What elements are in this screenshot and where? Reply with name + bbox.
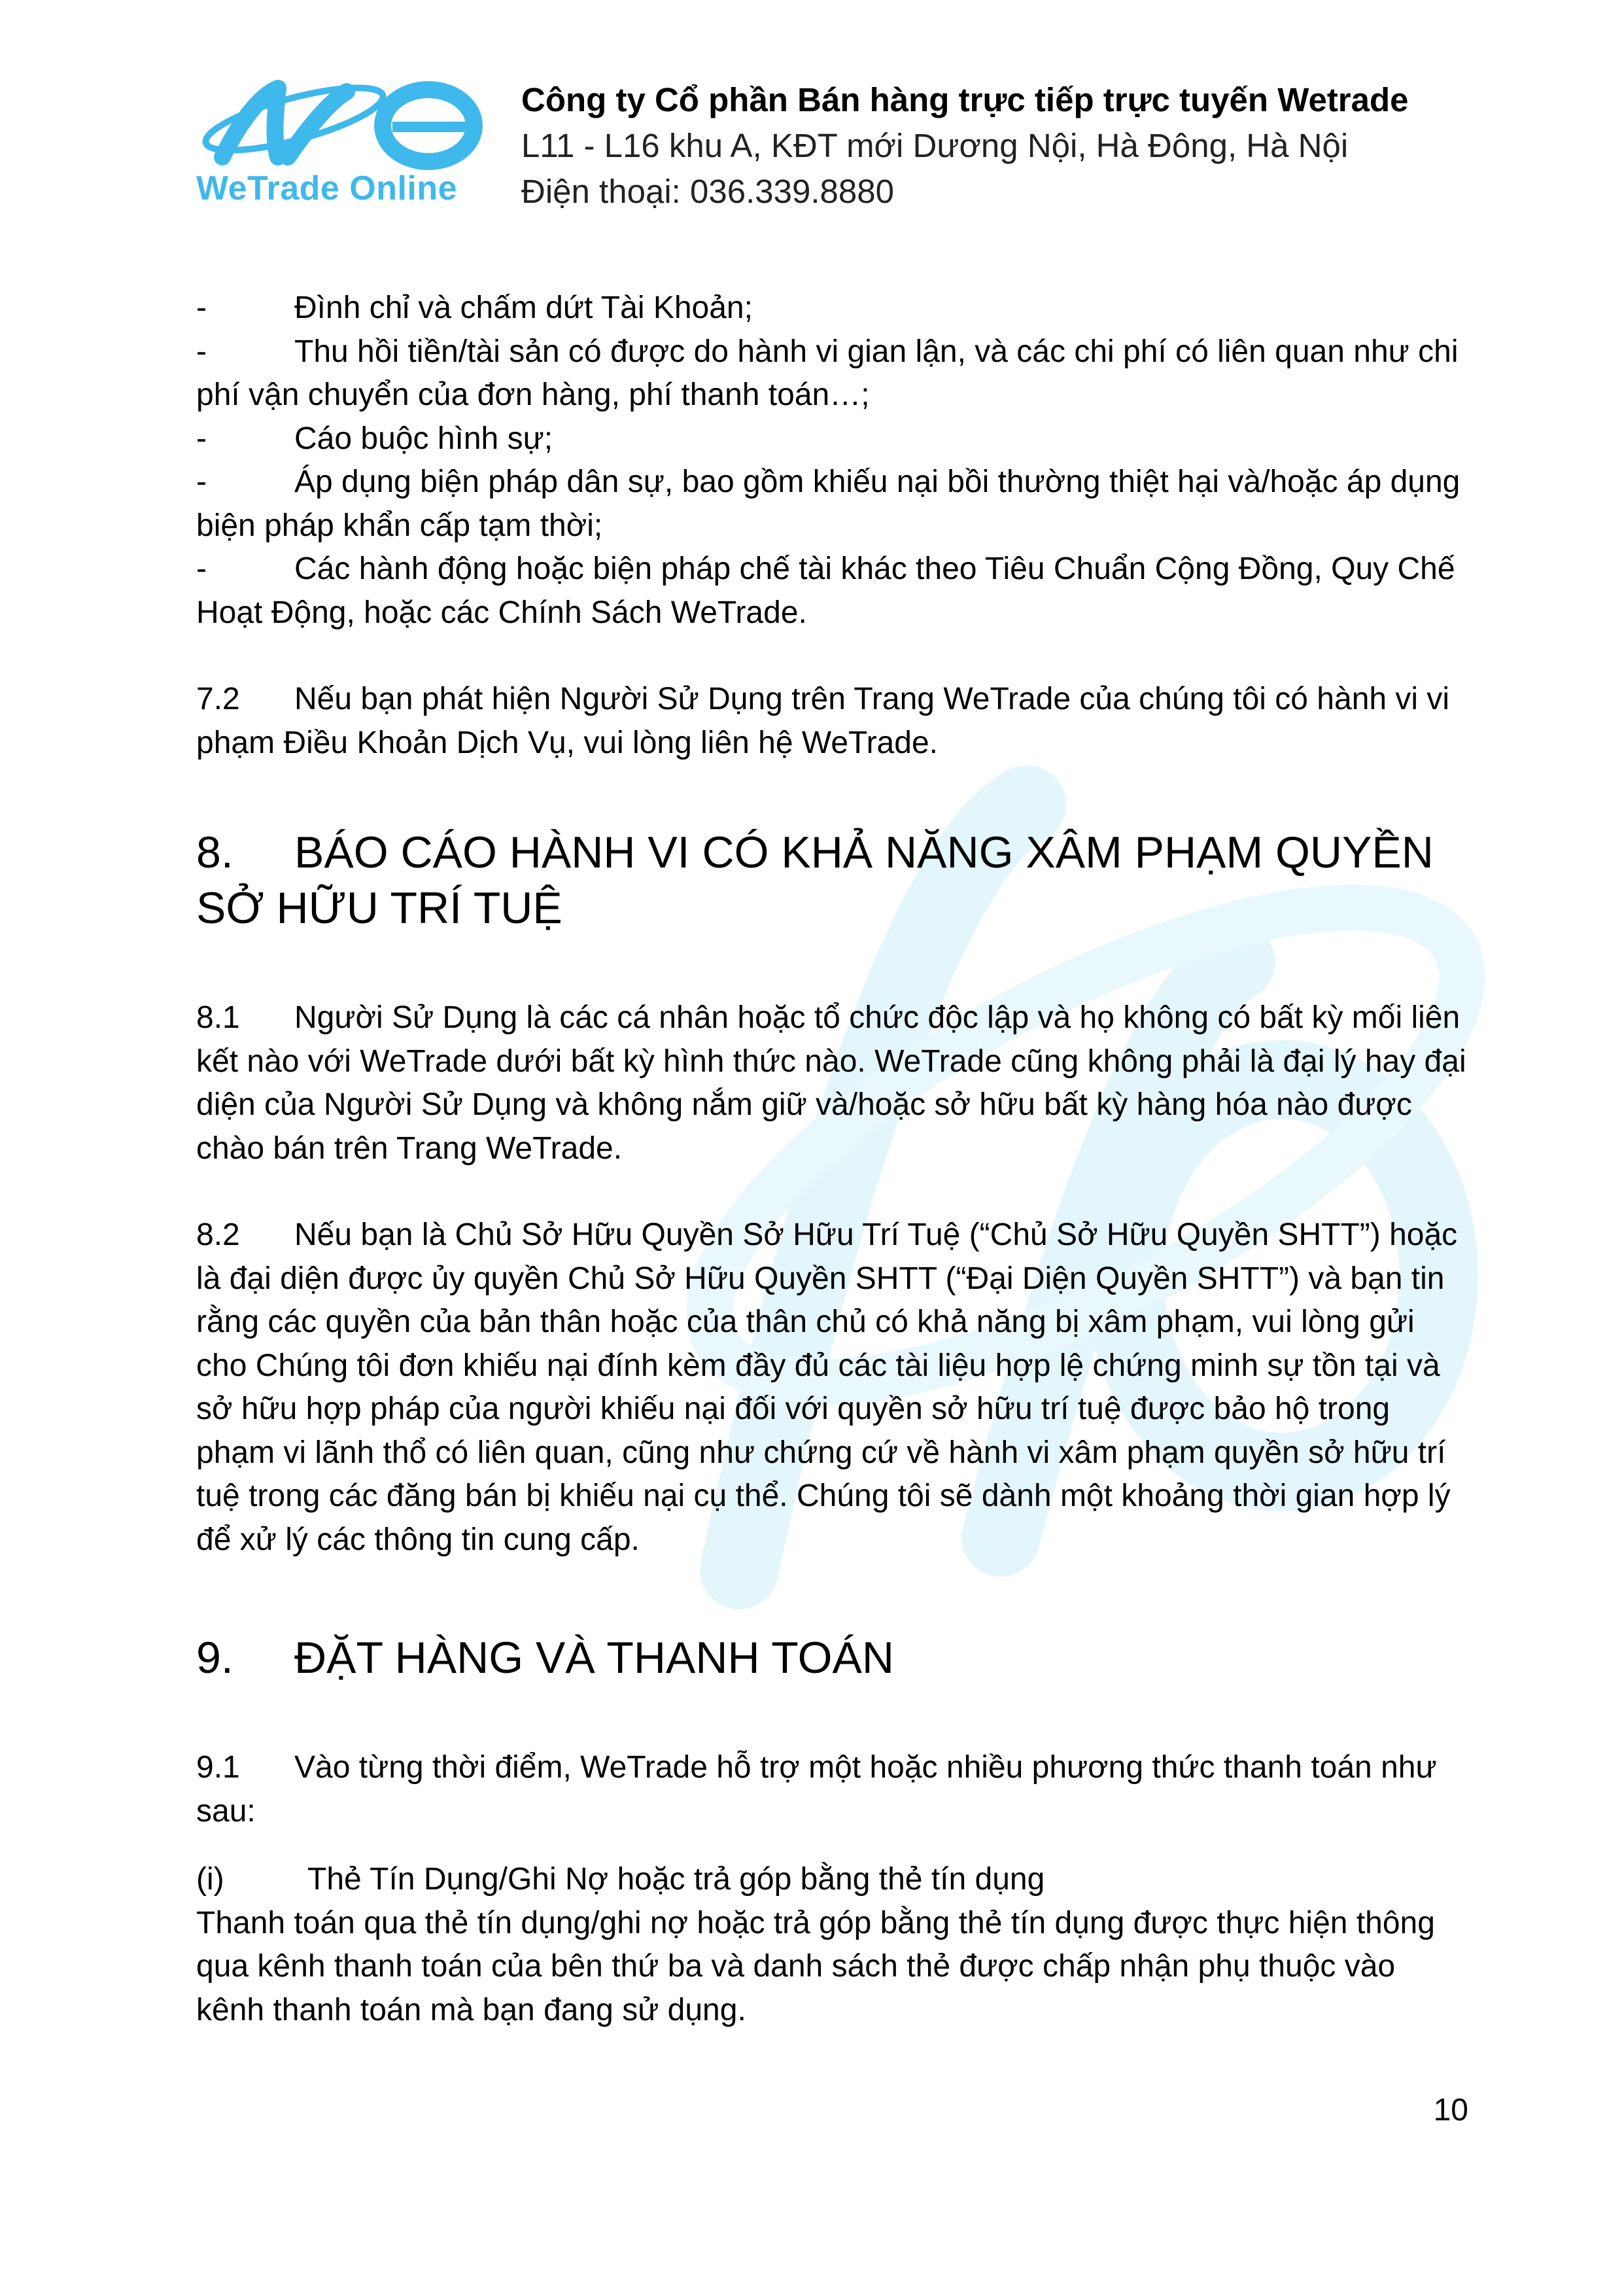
paragraph-9-1: 9.1 Vào từng thời điểm, WeTrade hỗ trợ một hoặc nhiều phương thức thanh toán như sau: xyxy=(196,1750,1437,1829)
document-body xyxy=(196,287,1468,2032)
company-name: Công ty Cổ phần Bán hàng trực tiếp trực tuyến Wetrade xyxy=(521,81,1409,118)
company-phone: Điện thoại: 036.339.8880 xyxy=(521,173,894,210)
company-address: L11 - L16 khu A, KĐT mới Dương Nội, Hà Đông, Hà Nội xyxy=(521,127,1349,164)
list-item: - Thu hồi tiền/tài sản có được do hành vi gian lận, và các chi phí có liên quan như chi phí vận chuyển của đơn hàng, phí thanh toán…; xyxy=(196,334,1459,412)
list-item: - Áp dụng biện pháp dân sự, bao gồm khiếu nại bồi thường thiệt hại và/hoặc áp dụng biện pháp khẩn cấp tạm thời; xyxy=(196,464,1460,543)
list-item: - Cáo buộc hình sự; xyxy=(196,421,553,456)
section-heading-8: 8. BÁO CÁO HÀNH VI CÓ KHẢ NĂNG XÂM PHẠM QUYỀN SỞ HỮU TRÍ TUỆ xyxy=(196,828,1434,933)
logo-text: WeTrade Online xyxy=(196,169,458,207)
section-heading-9: 9. ĐẶT HÀNG VÀ THANH TOÁN xyxy=(196,1633,894,1683)
payment-method-description: Thanh toán qua thẻ tín dụng/ghi nợ hoặc trả góp bằng thẻ tín dụng được thực hiện thông qua kênh thanh toán của bên thứ ba và danh sách thẻ được chấp nhận phụ thuộc vào kênh thanh toán mà bạn đang sử dụng. xyxy=(196,1905,1435,2027)
company-info xyxy=(521,77,1409,215)
paragraph-8-2: 8.2 Nếu bạn là Chủ Sở Hữu Quyền Sở Hữu Trí Tuệ (“Chủ Sở Hữu Quyền SHTT”) hoặc là đại diện được ủy quyền Chủ Sở Hữu Quyền SHTT (“Đại Diện Quyền SHTT”) và bạn tin rằng các quyền của bản thân hoặc của thân chủ có khả năng bị xâm phạm, vui lòng gửi cho Chúng tôi đơn khiếu nại đính kèm đầy đủ các tài liệu hợp lệ chứng minh sự tồn tại và sở hữu hợp pháp của người khiếu nại đối với quyền sở hữu trí tuệ được bảo hộ trong phạm vi lãnh thổ có liên quan, cũng như chứng cứ về hành vi xâm phạm quyền sở hữu trí tuệ trong các đăng bán bị khiếu nại cụ thể. Chúng tôi sẽ dành một khoảng thời gian hợp lý để xử lý các thông tin cung cấp. xyxy=(196,1218,1458,1557)
paragraph-8-1: 8.1 Người Sử Dụng là các cá nhân hoặc tổ chức độc lập và họ không có bất kỳ mối liên kết nào với WeTrade dưới bất kỳ hình thức nào. WeTrade cũng không phải là đại lý hay đại diện của Người Sử Dụng và không nắm giữ và/hoặc sở hữu bất kỳ hàng hóa nào được chào bán trên Trang WeTrade. xyxy=(196,1000,1466,1166)
page-number: 10 xyxy=(1433,2093,1468,2128)
we-logo-mark-icon xyxy=(196,79,504,170)
payment-method-title: (i) Thẻ Tín Dụng/Ghi Nợ hoặc trả góp bằng thẻ tín dụng xyxy=(196,1862,1045,1897)
company-logo xyxy=(196,79,504,219)
paragraph-7-2: 7.2 Nếu bạn phát hiện Người Sử Dụng trên Trang WeTrade của chúng tôi có hành vi vi phạm Điều Khoản Dịch Vụ, vui lòng liên hệ WeTrade. xyxy=(196,682,1450,760)
list-item: - Đình chỉ và chấm dứt Tài Khoản; xyxy=(196,290,753,325)
list-item: - Các hành động hoặc biện pháp chế tài khác theo Tiêu Chuẩn Cộng Đồng, Quy Chế Hoạt Động, hoặc các Chính Sách WeTrade. xyxy=(196,552,1455,630)
